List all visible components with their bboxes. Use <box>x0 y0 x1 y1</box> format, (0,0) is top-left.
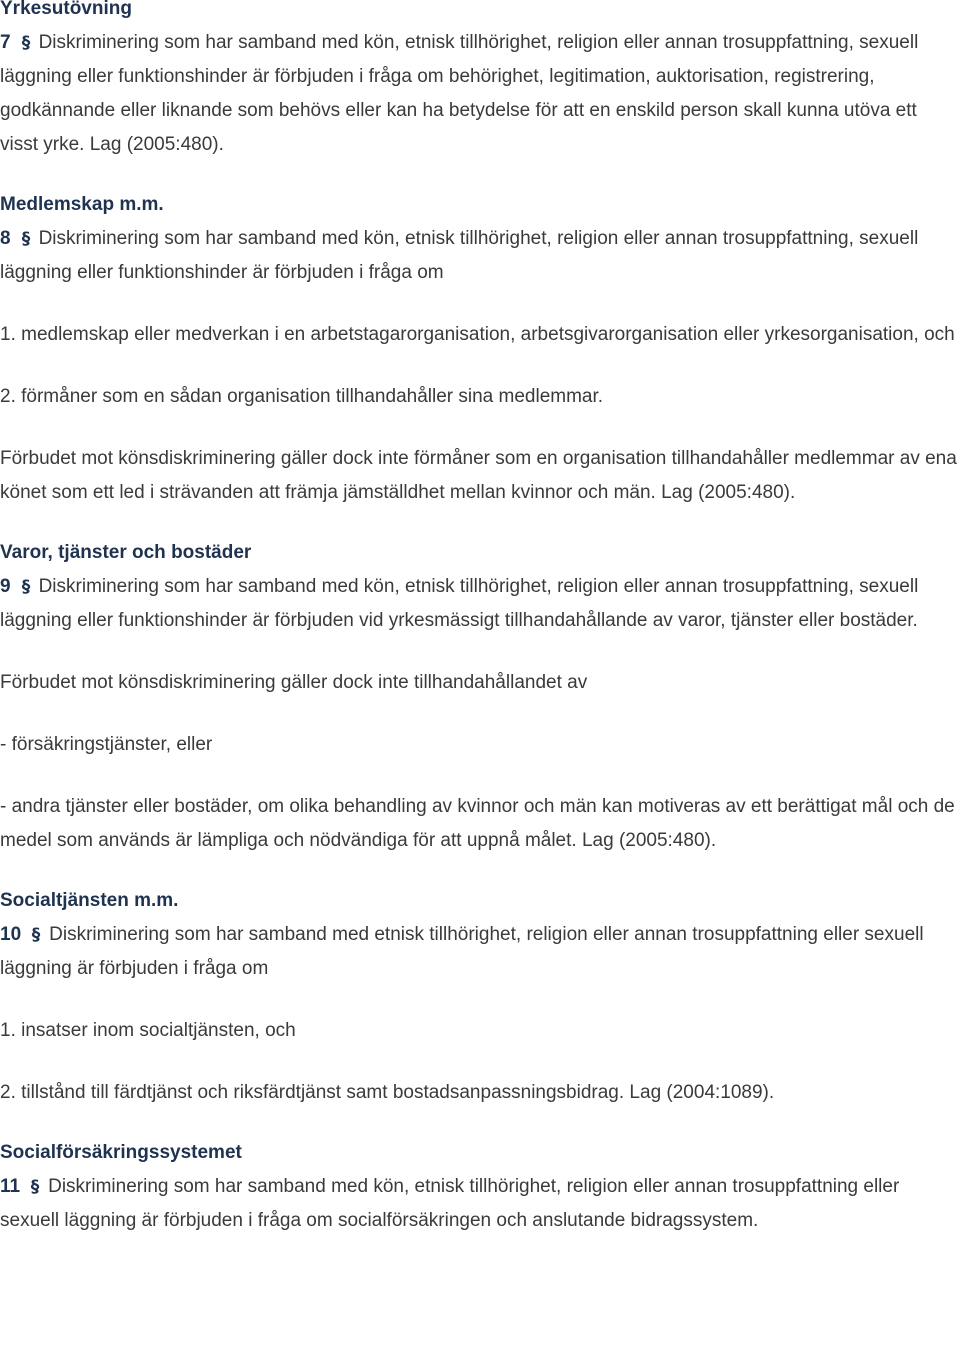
section-text: Diskriminering som har samband med kön, etnisk tillhörighet, religion eller annan trosuppfattning eller sexuell läggning är förbjuden i fråga om socialförsäkringen och anslutande bidragssystem. <box>0 1176 900 1231</box>
list-item: 2. förmåner som en sådan organisation tillhandahåller sina medlemmar. <box>0 386 604 407</box>
section-7 <box>0 26 958 162</box>
section-number: 10 <box>0 924 22 945</box>
list-item: - andra tjänster eller bostäder, om olika behandling av kvinnor och män kan motiveras av ett berättigat mål och de medel som används är lämpliga och nödvändiga för att uppnå målet. Lag (2005:480). <box>0 796 955 851</box>
svg-text:§: § <box>21 577 30 595</box>
section-sign-icon <box>19 33 33 51</box>
section-text: Diskriminering som har samband med kön, etnisk tillhörighet, religion eller annan trosuppfattning, sexuell läggning eller funktionshinder är förbjuden vid yrkesmässigt tillhandahållande av varor, tjänster eller bostäder. <box>0 576 919 631</box>
section-8 <box>0 222 958 290</box>
section-11 <box>0 1170 958 1238</box>
section-text: Diskriminering som har samband med kön, etnisk tillhörighet, religion eller annan trosuppfattning, sexuell läggning eller funktionshinder är förbjuden i fråga om <box>0 228 919 283</box>
list-item: 1. medlemskap eller medverkan i en arbetstagarorganisation, arbetsgivarorganisation eller yrkesorganisation, och <box>0 324 955 345</box>
section-number: 11 <box>0 1176 21 1197</box>
list-item: 1. insatser inom socialtjänsten, och <box>0 1020 296 1041</box>
section-note: Förbudet mot könsdiskriminering gäller dock inte tillhandahållandet av <box>0 672 588 693</box>
section-number: 7 <box>0 32 11 53</box>
heading-varor-tjanster-bostader: Varor, tjänster och bostäder <box>0 542 252 563</box>
section-text: Diskriminering som har samband med etnisk tillhörighet, religion eller annan trosuppfattning eller sexuell läggning är förbjuden i fråga om <box>0 924 924 979</box>
section-text: Diskriminering som har samband med kön, etnisk tillhörighet, religion eller annan trosuppfattning, sexuell läggning eller funktionshinder är förbjuden i fråga om behörighet, legitimation, auktorisation, registrering, godkännande eller liknande som behövs eller kan ha betydelse för att en enskild person skall kunna utöva ett visst yrke. Lag (2005:480). <box>0 32 919 155</box>
section-number: 8 <box>0 228 11 249</box>
heading-socialforsakringssystemet: Socialförsäkringssystemet <box>0 1142 242 1163</box>
svg-text:§: § <box>30 1177 40 1195</box>
section-sign-icon <box>19 229 33 247</box>
list-item: 2. tillstånd till färdtjänst och riksfärdtjänst samt bostadsanpassningsbidrag. Lag (2004:1089). <box>0 1082 775 1103</box>
heading-socialtjansten: Socialtjänsten m.m. <box>0 890 179 911</box>
section-sign-icon <box>19 577 33 595</box>
svg-text:§: § <box>31 925 41 943</box>
section-sign-icon <box>29 925 43 943</box>
heading-yrkesutovning: Yrkesutövning <box>0 0 132 19</box>
section-9 <box>0 570 958 638</box>
section-number: 9 <box>0 576 11 597</box>
heading-medlemskap: Medlemskap m.m. <box>0 194 164 215</box>
list-item: - försäkringstjänster, eller <box>0 734 213 755</box>
section-10 <box>0 918 958 986</box>
section-sign-icon <box>28 1177 42 1195</box>
svg-text:§: § <box>21 33 30 51</box>
svg-text:§: § <box>21 229 30 247</box>
section-note: Förbudet mot könsdiskriminering gäller dock inte förmåner som en organisation tillhandahåller medlemmar av ena könet som ett led i strävanden att främja jämställdhet mellan kvinnor och män. Lag (2005:480). <box>0 448 957 503</box>
